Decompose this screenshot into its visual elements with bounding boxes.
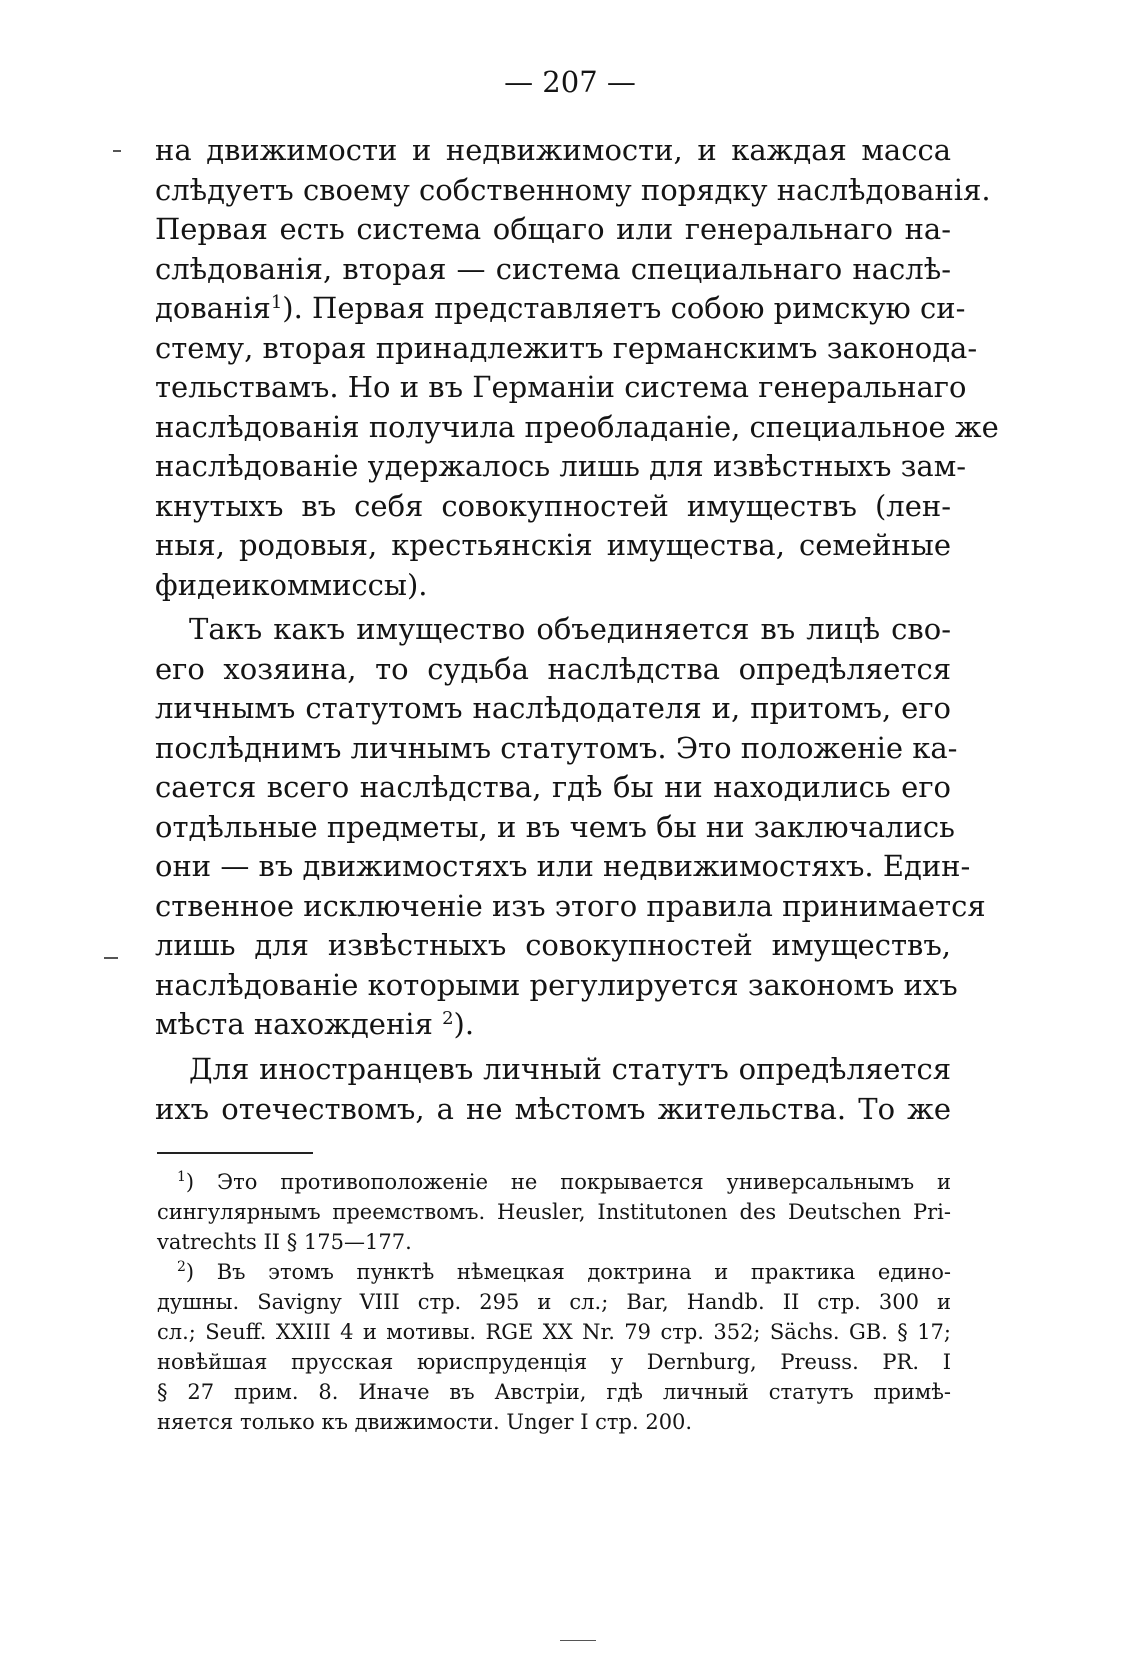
text-fragment: дованія xyxy=(155,291,271,325)
text-line: Первая есть система общаго или генеральнаго на- xyxy=(155,212,951,246)
footnote-line: душны. Savigny VIII стр. 295 и сл.; Bar, Handb. II стр. 300 и xyxy=(157,1290,951,1314)
text-fragment: ) Это противоположеніе не покрывается универсальнымъ и xyxy=(185,1170,951,1194)
scan-mark xyxy=(560,1640,596,1641)
text-line: сается всего наслѣдства, гдѣ бы ни находились его xyxy=(155,770,951,804)
footnote-line xyxy=(157,1167,951,1197)
footnote-line: няется только къ движимости. Unger I стр. 200. xyxy=(157,1410,693,1434)
footnote-line: новѣйшая прусская юриспруденція у Dernburg, Preuss. PR. I xyxy=(157,1350,951,1374)
text-line: они — въ движимостяхъ или недвижимостяхъ. Един- xyxy=(155,849,971,883)
text-line: лишь для извѣстныхъ совокупностей имуществъ, xyxy=(155,928,951,962)
text-line: послѣднимъ личнымъ статутомъ. Это положеніе ка- xyxy=(155,730,958,765)
text-fragment: ). xyxy=(453,1007,475,1041)
paragraph-1 xyxy=(155,131,999,605)
footnote-separator xyxy=(157,1152,313,1154)
page-number: — 207 — xyxy=(504,65,636,99)
text-line: ственное исключеніе изъ этого правила принимается xyxy=(155,888,986,923)
scan-mark xyxy=(104,957,118,959)
paragraph-3 xyxy=(155,1050,951,1129)
text-line: тельствамъ. Но и въ Германіи система генеральнаго xyxy=(155,370,967,404)
footnote-2 xyxy=(157,1257,951,1437)
text-line xyxy=(155,289,966,329)
scan-mark xyxy=(113,150,121,152)
text-line: слѣдуетъ своему собственному порядку наслѣдованія. xyxy=(155,172,991,207)
footnote-line xyxy=(157,1257,951,1287)
text-line: наслѣдованіе которыми регулируется закономъ ихъ xyxy=(155,967,958,1002)
footnote-ref: 1 xyxy=(270,292,283,313)
text-line: кнутыхъ въ себя совокупностей имуществъ (лен- xyxy=(155,488,951,523)
footnote-line: vatrechts II § 175—177. xyxy=(157,1230,412,1254)
text-line: личнымъ статутомъ наслѣдодателя и, притомъ, его xyxy=(155,691,951,725)
text-fragment: ) Въ этомъ пунктѣ нѣмецкая доктрина и практика едино- xyxy=(185,1260,951,1284)
text-line: наслѣдованія получила преобладаніе, специальное же xyxy=(155,409,999,444)
footnote-line: сл.; Seuff. XXIII 4 и мотивы. RGE XX Nr. 79 стр. 352; Sächs. GB. § 17; xyxy=(157,1320,951,1344)
text-line: Такъ какъ имущество объединяется въ лицѣ сво- xyxy=(189,612,951,646)
text-line: фидеикоммиссы). xyxy=(155,567,428,602)
text-fragment: ). Первая представляетъ собою римскую си- xyxy=(282,291,966,325)
text-fragment: мѣста нахожденія xyxy=(155,1007,433,1041)
paragraph-2 xyxy=(155,610,986,1045)
text-line: слѣдованія, вторая — система специальнаго наслѣ- xyxy=(155,251,951,286)
footnote-ref: 2 xyxy=(442,1008,454,1029)
text-line: ныя, родовыя, крестьянскія имущества, семейные xyxy=(155,528,951,562)
text-line xyxy=(155,1005,951,1045)
text-line: Для иностранцевъ личный статутъ опредѣляется xyxy=(189,1052,951,1086)
footnote-marker: 2 xyxy=(177,1259,186,1275)
footnote-marker: 1 xyxy=(177,1169,186,1185)
footnote-line: § 27 прим. 8. Иначе въ Австріи, гдѣ личный статутъ примѣ- xyxy=(157,1380,951,1404)
text-line: на движимости и недвижимости, и каждая масса xyxy=(155,133,951,167)
footnote-1 xyxy=(157,1167,951,1257)
text-line: стему, вторая принадлежитъ германскимъ законода- xyxy=(155,330,978,365)
text-line: отдѣльные предметы, и въ чемъ бы ни заключались xyxy=(155,809,955,844)
text-line: ихъ отечествомъ, а не мѣстомъ жительства. То же xyxy=(155,1091,951,1126)
text-line: его хозяина, то судьба наслѣдства опредѣляется xyxy=(155,651,951,686)
text-line: наслѣдованіе удержалось лишь для извѣстныхъ зам- xyxy=(155,449,967,483)
footnote-line: сингулярнымъ преемствомъ. Heusler, Institutonen des Deutschen Pri- xyxy=(157,1200,951,1224)
